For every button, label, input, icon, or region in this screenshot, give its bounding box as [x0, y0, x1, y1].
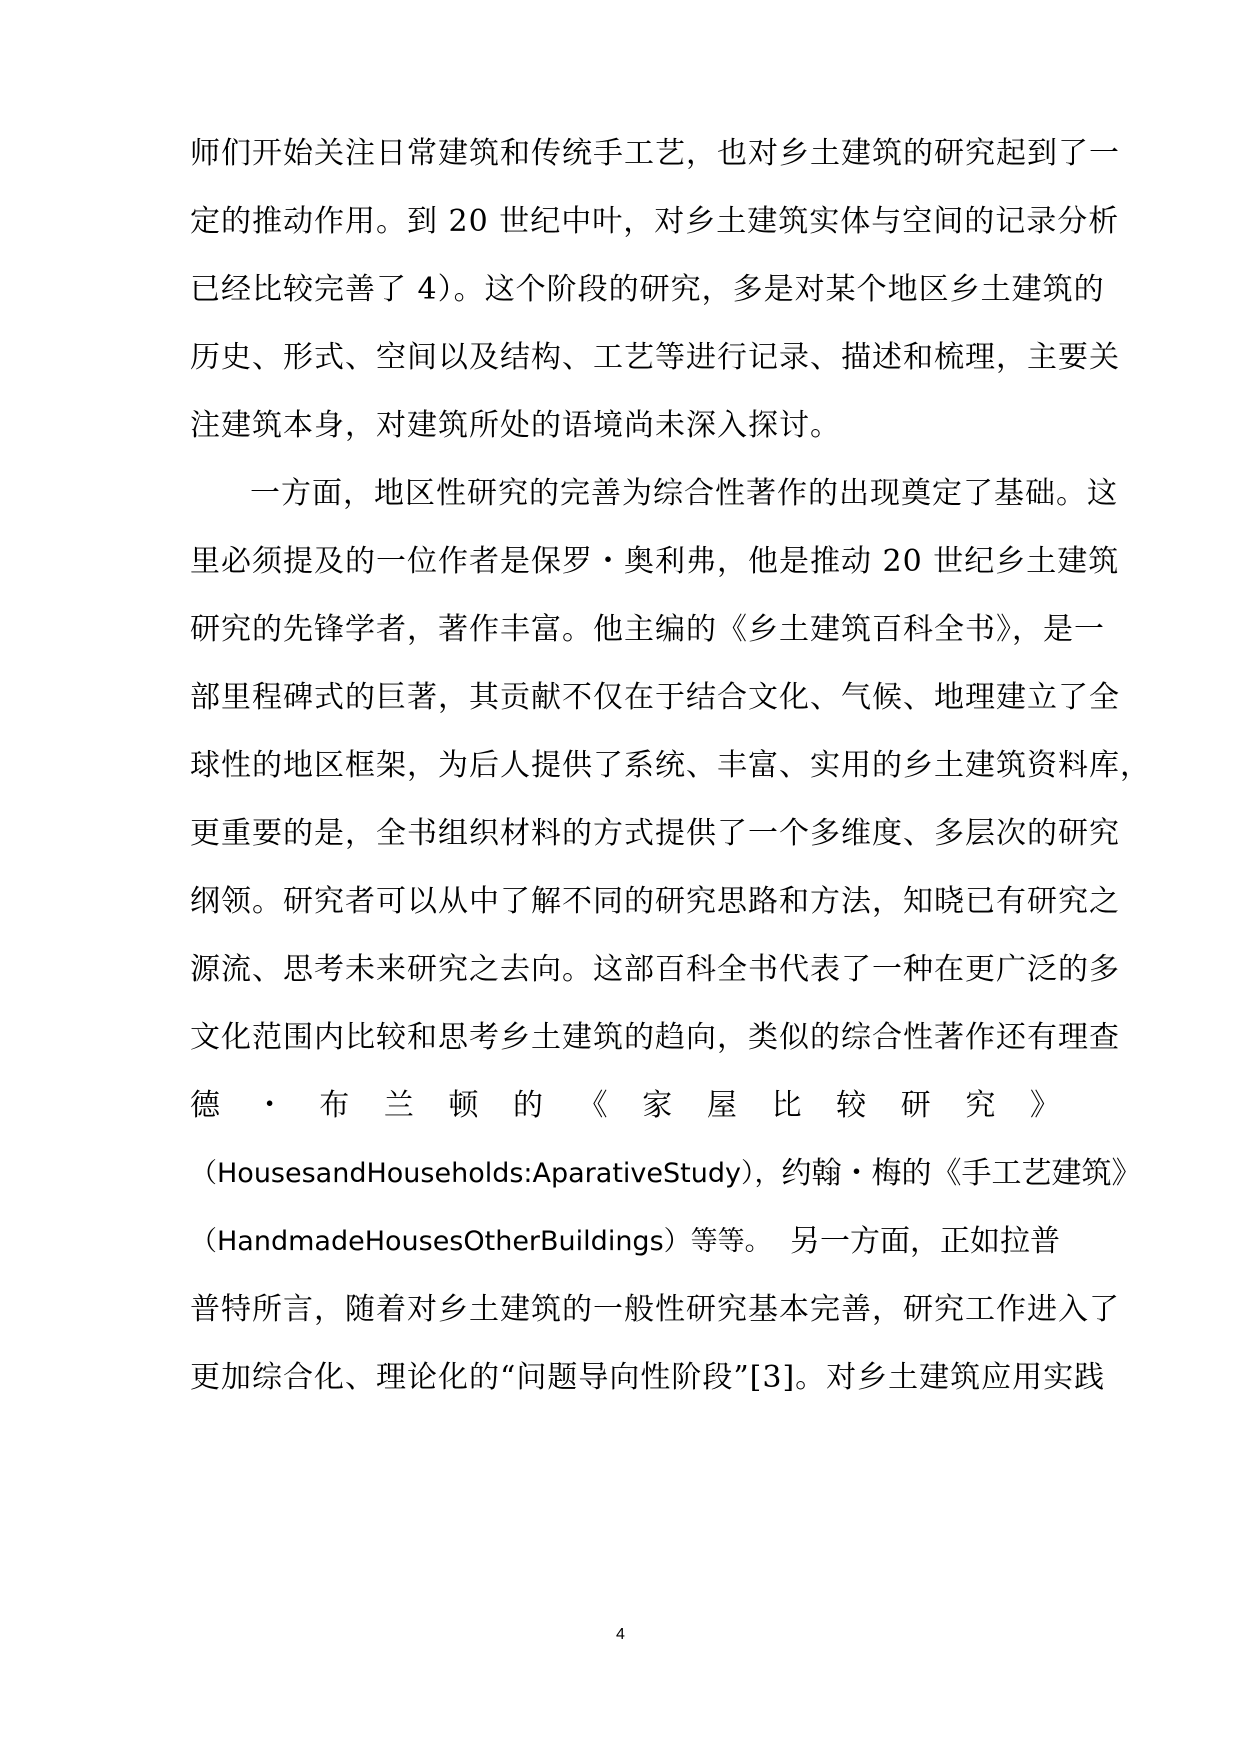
english-title-houses: （HousesandHouseholds:AparativeStudy），: [190, 1158, 782, 1189]
justified-char: 兰: [383, 1088, 414, 1123]
paragraph-line: 注建筑本身，对建筑所处的语境尚未深入探讨。: [190, 408, 841, 443]
paragraph-line: 研究的先锋学者，著作丰富。他主编的《乡土建筑百科全书》，是一: [190, 612, 1105, 647]
justified-char: 德: [190, 1088, 220, 1123]
paragraph-line: 普特所言，随着对乡土建筑的一般性研究基本完善，研究工作进入了: [190, 1292, 1120, 1327]
justified-char: ・: [254, 1088, 285, 1123]
justified-char: 顿: [448, 1088, 479, 1123]
justified-char: 家: [642, 1088, 673, 1123]
paragraph-line: 已经比较完善了 4）。这个阶段的研究，多是对某个地区乡土建筑的: [190, 272, 1105, 307]
english-title-handmade: （HandmadeHousesOtherBuildings）等等。: [190, 1226, 772, 1257]
justified-char: 屋: [706, 1088, 737, 1123]
justified-char: 研: [900, 1088, 931, 1123]
justified-char: 》: [1029, 1088, 1060, 1123]
paragraph-line: 部里程碑式的巨著，其贡献不仅在于结合文化、气候、地理建立了全: [190, 680, 1120, 715]
justified-char: 的: [513, 1088, 544, 1123]
paragraph-line: 源流、思考未来研究之去向。这部百科全书代表了一种在更广泛的多: [190, 952, 1120, 987]
paragraph-line: 更重要的是，全书组织材料的方式提供了一个多维度、多层次的研究: [190, 816, 1120, 851]
paragraph-fragment: 约翰・梅的《手工艺建筑》: [781, 1156, 1142, 1191]
paragraph-line: 定的推动作用。到 20 世纪中叶，对乡土建筑实体与空间的记录分析: [190, 204, 1120, 239]
paragraph-line: 更加综合化、理论化的“问题导向性阶段”[3]。对乡土建筑应用实践: [190, 1360, 1106, 1395]
paragraph-line: 文化范围内比较和思考乡土建筑的趋向，类似的综合性著作还有理查: [190, 1020, 1120, 1055]
justified-char: 《: [577, 1088, 608, 1123]
justified-char: 比: [771, 1088, 802, 1123]
paragraph-line-mixed: [190, 1220, 1060, 1264]
page-number: 4: [616, 1626, 625, 1643]
justified-char: 布: [319, 1088, 350, 1123]
paragraph-line-justified: [190, 1084, 1060, 1128]
justified-char: 较: [836, 1088, 867, 1123]
paragraph-line: 球性的地区框架，为后人提供了系统、丰富、实用的乡土建筑资料库，: [190, 748, 1151, 783]
paragraph-line: 里必须提及的一位作者是保罗・奥利弗，他是推动 20 世纪乡土建筑: [190, 544, 1120, 579]
paragraph-line: 纲领。研究者可以从中了解不同的研究思路和方法，知晓已有研究之: [190, 884, 1120, 919]
justified-char: 究: [965, 1088, 996, 1123]
paragraph-line: 师们开始关注日常建筑和传统手工艺，也对乡土建筑的研究起到了一: [190, 136, 1120, 171]
paragraph-line-indented: 一方面，地区性研究的完善为综合性著作的出现奠定了基础。这: [250, 476, 1118, 511]
paragraph-line-mixed: [190, 1152, 1142, 1196]
paragraph-line: 历史、形式、空间以及结构、工艺等进行记录、描述和梳理，主要关: [190, 340, 1120, 375]
paragraph-fragment: 另一方面，正如拉普: [790, 1224, 1060, 1259]
